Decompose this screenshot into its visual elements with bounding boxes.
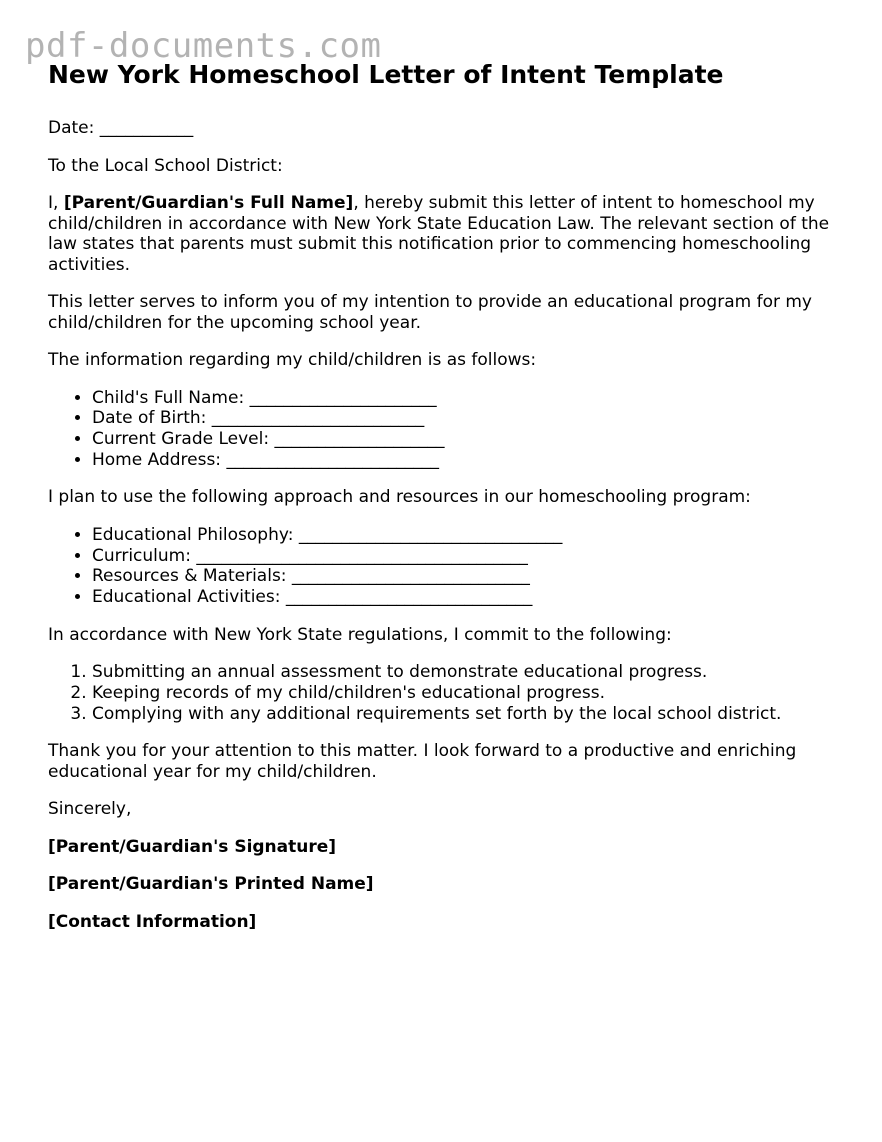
- curriculum-field: • Curriculum: _______________________________________: [92, 546, 848, 567]
- child-full-name-field: • Child's Full Name: ______________________: [92, 388, 848, 409]
- child-info-intro: The information regarding my child/children is as follows:: [48, 350, 537, 370]
- sign-off: Sincerely,: [48, 799, 132, 820]
- commitment-item: 1. Submitting an annual assessment to demonstrate educational progress.: [92, 662, 848, 683]
- commitment-list: [48, 662, 848, 724]
- activities-field: • Educational Activities: _____________________________: [92, 587, 848, 608]
- grade-level-field: • Current Grade Level: ____________________: [92, 429, 848, 450]
- contact-placeholder: [Contact Information]: [48, 911, 257, 932]
- date-of-birth-field: • Date of Birth: _________________________: [92, 408, 848, 429]
- printed-name-placeholder: [Parent/Guardian's Printed Name]: [48, 874, 374, 895]
- contact-line: [48, 912, 848, 933]
- commit-intro: In accordance with New York State regulations, I commit to the following:: [48, 624, 672, 645]
- intro-paragraph: [48, 193, 848, 275]
- purpose-paragraph: This letter serves to inform you of my intention to provide an educational program for my child/children for the upcoming school year.: [48, 292, 812, 333]
- document-page: [48, 58, 848, 949]
- home-address-field: • Home Address: _________________________: [92, 450, 848, 471]
- watermark: pdf-documents.com: [25, 26, 382, 66]
- approach-intro: I plan to use the following approach and resources in our homeschooling program:: [48, 487, 751, 508]
- philosophy-field: • Educational Philosophy: _______________________________: [92, 525, 848, 546]
- child-info-list: [48, 388, 848, 471]
- resources-field: • Resources & Materials: ____________________________: [92, 566, 848, 587]
- closing-paragraph: Thank you for your attention to this matter. I look forward to a productive and enriching educational year for my child/children.: [48, 741, 797, 782]
- signature-placeholder: [Parent/Guardian's Signature]: [48, 836, 337, 857]
- intro-prefix: I,: [48, 193, 64, 213]
- commitment-item: 2. Keeping records of my child/children's educational progress.: [92, 683, 848, 704]
- intro-rest: , hereby submit this letter of intent to homeschool my child/children in accordance with New York State Education Law. The relevant section of the law states that parents must submit this notification prior to commencing homeschooling activities.: [48, 193, 830, 275]
- document-title: New York Homeschool Letter of Intent Template: [48, 60, 724, 89]
- date-line: Date: ___________: [48, 118, 194, 138]
- parent-name-placeholder: [Parent/Guardian's Full Name]: [63, 193, 354, 213]
- salutation: To the Local School District:: [48, 155, 283, 176]
- printed-name-line: [48, 874, 848, 895]
- approach-list: [48, 525, 848, 608]
- commitment-item: 3. Complying with any additional requirements set forth by the local school district.: [92, 704, 848, 725]
- signature-line: [48, 837, 848, 858]
